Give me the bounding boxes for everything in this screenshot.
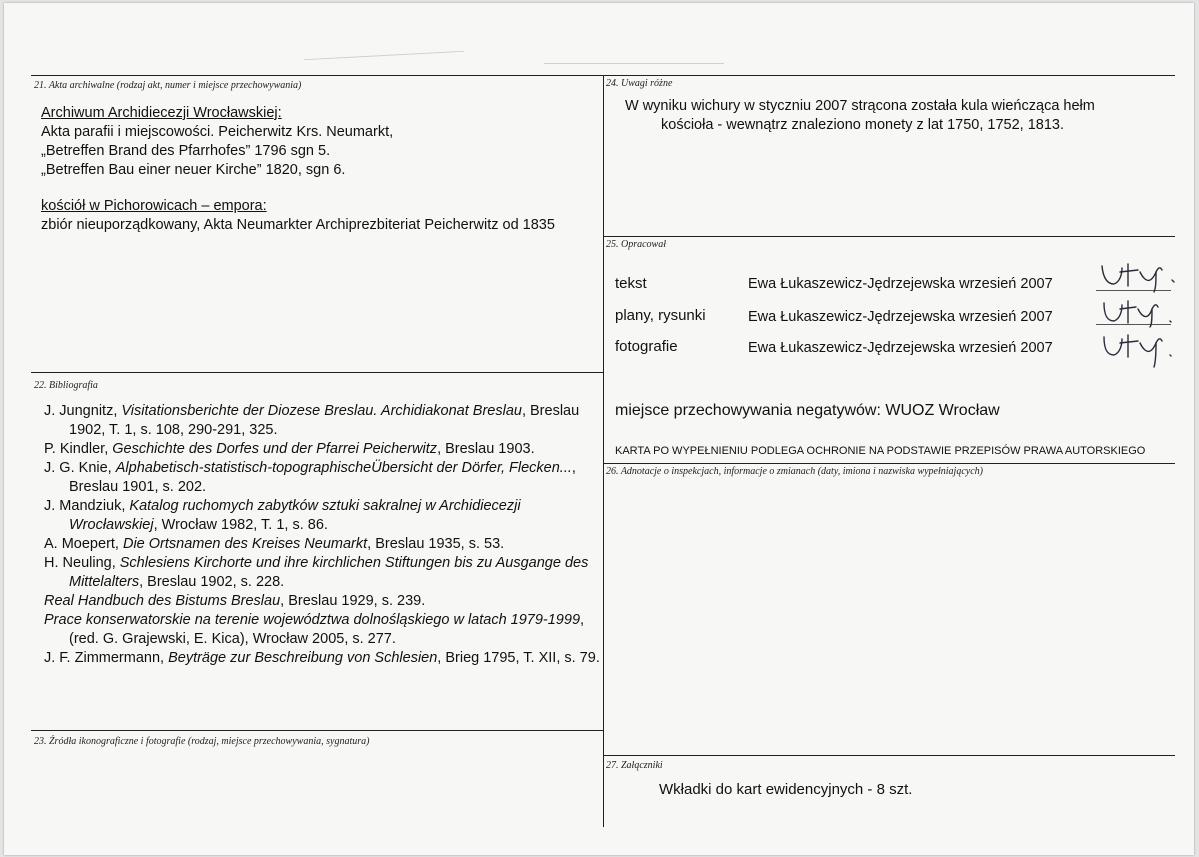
section-25-caption: 25. Opracował	[606, 239, 666, 250]
archive-line-3: „Betreffen Brand des Pfarrhofes” 1796 sgn 5.	[41, 143, 331, 159]
prepared-author-plans: Ewa Łukaszewicz-Jędrzejewska wrzesień 2007	[748, 309, 1053, 325]
prepared-label-plans: plany, rysunki	[615, 307, 706, 324]
handwritten-signature	[1098, 258, 1178, 294]
archive-line-6: zbiór nieuporządkowany, Akta Neumarkter Archiprezbiteriat Peicherwitz od 1835	[41, 217, 555, 233]
record-card	[4, 3, 1194, 855]
bleed-mark	[544, 63, 724, 64]
bibliography-entry: Prace konserwatorskie na terenie województwa dolnośląskiego w latach 1979-1999, (red. G. Grajewski, E. Kica), Wrocław 2005, s. 277.	[44, 612, 585, 647]
remarks-line-1: W wyniku wichury w styczniu 2007 strącona została kula wieńcząca hełm	[625, 98, 1095, 114]
section-26-rule	[603, 463, 1175, 464]
archive-line-2: Akta parafii i miejscowości. Peicherwitz Krs. Neumarkt,	[41, 124, 394, 140]
negatives-location: miejsce przechowywania negatywów: WUOZ Wrocław	[615, 402, 1000, 419]
bibliography-entry: J. Jungnitz, Visitationsberichte der Diozese Breslau. Archidiakonat Breslau, Breslau 1902, T. 1, s. 108, 290-291, 325.	[44, 403, 580, 438]
remarks-line-2: kościoła - wewnątrz znaleziono monety z lat 1750, 1752, 1813.	[661, 117, 1065, 133]
handwritten-signature	[1098, 329, 1178, 369]
prepared-author-text: Ewa Łukaszewicz-Jędrzejewska wrzesień 2007	[748, 276, 1053, 292]
archive-line-1: Archiwum Archidiecezji Wrocławskiej:	[41, 105, 282, 121]
copyright-notice: KARTA PO WYPEŁNIENIU PODLEGA OCHRONIE NA PODSTAWIE PRZEPISÓW PRAWA AUTORSKIEGO	[615, 445, 1146, 457]
bibliography-entry: J. F. Zimmermann, Beyträge zur Beschreibung von Schlesien, Brieg 1795, T. XII, s. 79.	[44, 650, 600, 666]
section-23-rule	[31, 730, 603, 731]
bibliography-entry: P. Kindler, Geschichte des Dorfes und der Pfarrei Peicherwitz, Breslau 1903.	[44, 441, 535, 457]
attachments-text: Wkładki do kart ewidencyjnych - 8 szt.	[659, 781, 913, 798]
handwritten-signature	[1098, 293, 1178, 329]
bibliography-entry: H. Neuling, Schlesiens Kirchorte und ihre kirchlichen Stiftungen bis zu Ausgange des Mittelalters, Breslau 1902, s. 228.	[44, 555, 589, 590]
section-27-caption: 27. Załączniki	[606, 760, 663, 771]
bibliography-entry: J. G. Knie, Alphabetisch-statistisch-topographischeÜbersicht der Dörfer, Flecken..., Breslau 1901, s. 202.	[44, 460, 576, 495]
section-22-rule	[31, 372, 603, 373]
archive-line-5: kościół w Pichorowicach – empora:	[41, 198, 267, 214]
archive-line-4: „Betreffen Bau einer neuer Kirche” 1820, sgn 6.	[41, 162, 346, 178]
bibliography-entry: J. Mandziuk, Katalog ruchomych zabytków sztuki sakralnej w Archidiecezji Wrocławskiej, Wrocław 1982, T. 1, s. 86.	[44, 498, 521, 533]
section-26-caption: 26. Adnotacje o inspekcjach, informacje o zmianach (daty, imiona i nazwiska wypełniających)	[606, 466, 983, 477]
section-25-rule	[603, 236, 1175, 237]
bibliography-entry: A. Moepert, Die Ortsnamen des Kreises Neumarkt, Breslau 1935, s. 53.	[44, 536, 505, 552]
bleed-mark	[304, 51, 464, 60]
section-24-caption: 24. Uwagi różne	[606, 78, 673, 89]
section-22-caption: 22. Bibliografia	[34, 380, 98, 391]
bibliography-entry: Real Handbuch des Bistums Breslau, Breslau 1929, s. 239.	[44, 593, 426, 609]
bibliography-list	[44, 402, 604, 668]
prepared-label-text: tekst	[615, 275, 647, 292]
prepared-author-photos: Ewa Łukaszewicz-Jędrzejewska wrzesień 2007	[748, 340, 1053, 356]
prepared-label-photos: fotografie	[615, 338, 678, 355]
section-21-caption: 21. Akta archiwalne (rodzaj akt, numer i miejsce przechowywania)	[34, 80, 302, 91]
section-23-caption: 23. Źródła ikonograficzne i fotografie (rodzaj, miejsce przechowywania, sygnatura)	[34, 736, 370, 747]
section-27-rule	[603, 755, 1175, 756]
